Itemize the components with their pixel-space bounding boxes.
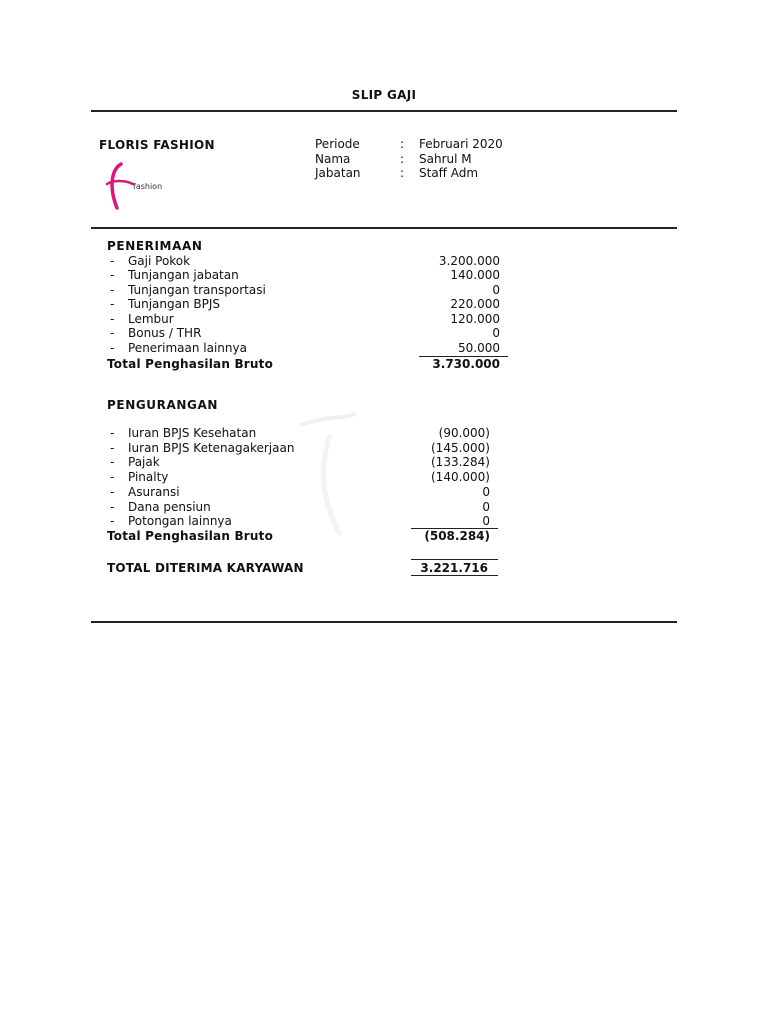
- company-name: FLORIS FASHION: [99, 138, 215, 152]
- pengurangan-item-label: Asuransi: [128, 485, 180, 499]
- pengurangan-item-label: Iuran BPJS Ketenagakerjaan: [128, 441, 295, 455]
- penerimaan-item-label: Gaji Pokok: [128, 254, 191, 268]
- list-bullet: -: [110, 514, 115, 528]
- grand-total-amount: 3.221.716: [420, 561, 488, 575]
- info-colon: :: [400, 137, 405, 151]
- grand-total-bottom-line: [411, 575, 498, 576]
- pengurangan-item-label: Pajak: [128, 455, 160, 469]
- list-bullet: -: [110, 326, 115, 340]
- penerimaan-item-label: Lembur: [128, 312, 174, 326]
- pengurangan-item-amount: (133.284): [431, 455, 490, 469]
- penerimaan-item-amount: 0: [492, 283, 500, 297]
- penerimaan-item-amount: 220.000: [450, 297, 500, 311]
- pengurangan-total-amount: (508.284): [424, 529, 490, 543]
- penerimaan-item-amount: 50.000: [458, 341, 500, 355]
- grand-total-top-line: [411, 559, 498, 560]
- grand-total-label: TOTAL DITERIMA KARYAWAN: [107, 561, 304, 575]
- penerimaan-item-amount: 140.000: [450, 268, 500, 282]
- penerimaan-title: PENERIMAAN: [107, 239, 203, 253]
- info-colon: :: [400, 166, 405, 180]
- list-bullet: -: [110, 254, 115, 268]
- pengurangan-item-label: Pinalty: [128, 470, 169, 484]
- pengurangan-item-amount: 0: [482, 514, 490, 528]
- pengurangan-item-amount: (140.000): [431, 470, 490, 484]
- pengurangan-item-amount: 0: [482, 485, 490, 499]
- info-value-periode: Februari 2020: [419, 137, 503, 151]
- logo-swoosh-icon: [99, 158, 171, 220]
- pengurangan-total-label: Total Penghasilan Bruto: [107, 529, 274, 543]
- penerimaan-item-label: Tunjangan transportasi: [128, 283, 266, 297]
- list-bullet: -: [110, 470, 115, 484]
- info-value-nama: Sahrul M: [419, 152, 472, 166]
- pengurangan-item-amount: (90.000): [438, 426, 490, 440]
- header-divider: [91, 227, 677, 229]
- info-label-nama: Nama: [315, 152, 351, 166]
- penerimaan-item-label: Penerimaan lainnya: [128, 341, 247, 355]
- penerimaan-item-amount: 3.200.000: [438, 254, 500, 268]
- penerimaan-item-amount: 0: [492, 326, 500, 340]
- pengurangan-item-amount: 0: [482, 500, 490, 514]
- bottom-divider: [91, 621, 677, 623]
- info-colon: :: [400, 152, 405, 166]
- pengurangan-item-label: Iuran BPJS Kesehatan: [128, 426, 257, 440]
- list-bullet: -: [110, 485, 115, 499]
- penerimaan-total-amount: 3.730.000: [432, 357, 500, 371]
- list-bullet: -: [110, 283, 115, 297]
- penerimaan-item-amount: 120.000: [450, 312, 500, 326]
- company-logo: [99, 158, 171, 220]
- top-divider: [91, 110, 677, 112]
- pengurangan-title: PENGURANGAN: [107, 398, 218, 412]
- list-bullet: -: [110, 455, 115, 469]
- list-bullet: -: [110, 441, 115, 455]
- pengurangan-item-label: Potongan lainnya: [128, 514, 232, 528]
- penerimaan-item-label: Bonus / THR: [128, 326, 202, 340]
- list-bullet: -: [110, 341, 115, 355]
- penerimaan-item-label: Tunjangan BPJS: [128, 297, 221, 311]
- pengurangan-item-label: Dana pensiun: [128, 500, 211, 514]
- list-bullet: -: [110, 312, 115, 326]
- logo-text: fashion: [133, 182, 163, 191]
- list-bullet: -: [110, 297, 115, 311]
- penerimaan-total-label: Total Penghasilan Bruto: [107, 357, 274, 371]
- document-title: SLIP GAJI: [351, 88, 417, 102]
- info-label-jabatan: Jabatan: [315, 166, 361, 180]
- list-bullet: -: [110, 268, 115, 282]
- info-label-periode: Periode: [315, 137, 360, 151]
- info-value-jabatan: Staff Adm: [419, 166, 479, 180]
- list-bullet: -: [110, 500, 115, 514]
- penerimaan-item-label: Tunjangan jabatan: [128, 268, 239, 282]
- list-bullet: -: [110, 426, 115, 440]
- pengurangan-item-amount: (145.000): [431, 441, 490, 455]
